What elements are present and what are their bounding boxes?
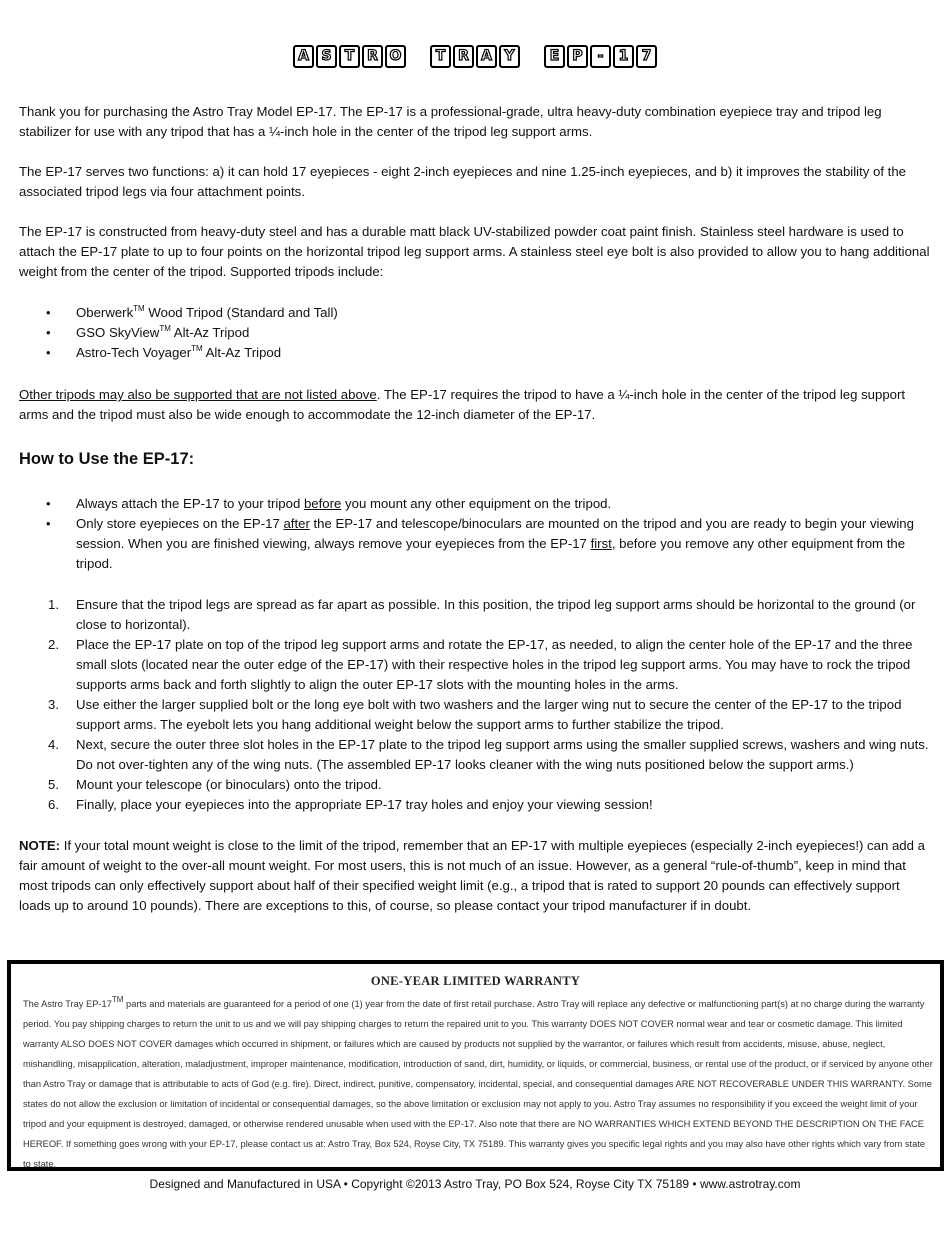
list-item: • Astro-Tech Voyager™ Alt-Az Tripod <box>19 343 931 363</box>
intro-paragraph-1 <box>19 102 931 142</box>
note-paragraph <box>19 836 931 916</box>
list-item: • Only store eyepieces on the EP-17 after the EP-17 and telescope/binoculars are mounted on the tripod and you are ready to begin your viewing session. When you are finished viewing, always remove your eyepieces from the EP-17 first, before you remove any other equipment from the tripod. <box>19 514 931 574</box>
list-item: 4. Next, secure the outer three slot holes in the EP-17 plate to the tripod leg support arms using the smaller supplied screws, washers and wing nuts. Do not over-tighten any of the wing nuts. (The assembled EP-17 looks cleaner with the wing nuts positioned below the support arms.) <box>48 737 929 772</box>
note-text: If your total mount weight is close to the limit of the tripod, remember that an EP-17 with multiple eyepieces (especially 2-inch eyepieces!) can add a fair amount of weight to the over-all mount weight. For most users, this is not much of an issue. However, as a general “rule-of-thumb”, keep in mind that most tripods can only effectively support about half of their specified weight limit (e.g., a tripod that is rated to support 20 pounds can effectively support loads up to around 10 pounds). There are exceptions to this, of course, so please contact your tripod manufacturer if in doubt. <box>19 838 925 913</box>
warranty-title: ONE-YEAR LIMITED WARRANTY <box>370 974 581 988</box>
supported-tripods-list <box>19 303 931 363</box>
other-tripods-paragraph <box>19 385 931 425</box>
list-item: 3. Use either the larger supplied bolt or the long eye bolt with two washers and the larger wing nut to secure the center of the EP-17 to the tripod support arms. The eyebolt lets you hang additional weight below the support arms to further stabilize the tripod. <box>48 697 902 732</box>
list-item: 2. Place the EP-17 plate on top of the tripod leg support arms and rotate the EP-17, as needed, to align the center hole of the EP-17 and the three small slots (located near the outer edge of the EP-17) with their respective holes in the tripod leg support arms. You may have to rock the tripod supports arms back and forth slightly to align the outer EP-17 slots with the mounting holes in the arms. <box>48 637 913 692</box>
warranty-box <box>7 960 944 1171</box>
list-item: • Always attach the EP-17 to your tripod before you mount any other equipment on the tripod. <box>19 494 931 514</box>
list-item: 1. Ensure that the tripod legs are spread as far apart as possible. In this position, the tripod leg support arms should be horizontal to the ground (or close to horizontal). <box>48 597 916 632</box>
warranty-text: The Astro Tray EP-17™ parts and materials are guaranteed for a period of one (1) year from the date of first retail purchase. Astro Tray will replace any defective or malfunctioning part(s) at no charge during the warranty period. You pay shipping charges to return the unit to us and we will pay shipping charges to return the repaired unit to you. This warranty DOES NOT COVER normal wear and tear or cosmetic damage. This limited warranty ALSO DOES NOT COVER damages which occurred in shipment, or failures which are caused by products not supplied by the warrantor, or failures which result from accidents, misuse, abuse, neglect, mishandling, misapplication, alteration, maladjustment, improper maintenance, modification, introduction of sand, dirt, humidity, or liquids, or commercial, business, or rental use of the product, or if serviced by anyone other than Astro Tray or damage that is attributable to acts of God (e.g. fire). Direct, indirect, punitive, compensatory, incidental, special, and consequential damages ARE NOT RECOVERABLE UNDER THIS WARRANTY. Some states do not allow the exclusion or limitation of incidental or consequential damages, so the above limitation or exclusion may not apply to you. Astro Tray assumes no responsibility if you exceed the weight limit of your tripod and your equipment is destroyed, damaged, or otherwise rendered unusable when used with the EP-17. Also note that there are NO WARRANTIES WHICH EXTEND BEYOND THE DESCRIPTION ON THE FACE HEREOF. If something goes wrong with your EP-17, please contact us at: Astro Tray, Box 524, Royse City, TX 75189. This warranty gives you specific legal rights and you may also have other rights which vary from state to state. <box>23 994 933 1169</box>
list-item: 5. Mount your telescope (or binoculars) onto the tripod. <box>48 777 382 792</box>
document-title <box>0 45 950 68</box>
title-word: E P - 1 7 <box>543 45 658 68</box>
list-item: • GSO SkyView™ Alt-Az Tripod <box>19 323 931 343</box>
how-to-heading: How to Use the EP-17: <box>19 450 195 468</box>
footer: Designed and Manufactured in USA • Copyright ©2013 Astro Tray, PO Box 524, Royse City TX 75189 • www.astrotray.com <box>149 1177 801 1191</box>
intro-paragraph-3 <box>19 222 931 282</box>
title-word: A S T R O <box>292 45 407 68</box>
note-label: NOTE: <box>19 838 61 853</box>
how-to-steps <box>19 595 931 815</box>
intro-text-2: The EP-17 serves two functions: a) it can hold 17 eyepieces - eight 2-inch eyepieces and nine 1.25-inch eyepieces, and b) it improves the stability of the associated tripod legs via four attachment points. <box>19 164 906 199</box>
list-item: • Oberwerk™ Wood Tripod (Standard and Tall) <box>19 303 931 323</box>
list-item: 6. Finally, place your eyepieces into the appropriate EP-17 tray holes and enjoy your viewing session! <box>48 797 653 812</box>
intro-paragraph-2 <box>19 162 931 202</box>
intro-text-3: The EP-17 is constructed from heavy-duty steel and has a durable matt black UV-stabilized powder coat paint finish. Stainless steel hardware is used to attach the EP-17 plate to up to four points on the horizontal tripod leg support arms. A stainless steel eye bolt is also provided to allow you to hang additional weight from the center of the tripod. Supported tripods include: <box>19 224 930 279</box>
title-word: T R A Y <box>429 45 521 68</box>
how-to-bullets <box>19 494 931 574</box>
other-tripods-text: . The EP-17 requires the tripod to have a ¼-inch hole in the center of the tripod leg support arms and the tripod must also be wide enough to accommodate the 12-inch diameter of the EP-17. <box>19 387 906 422</box>
other-tripods-underlined: Other tripods may also be supported that are not listed above <box>19 387 377 402</box>
intro-text-1: Thank you for purchasing the Astro Tray Model EP-17. The EP-17 is a professional-grade, ultra heavy-duty combination eyepiece tray and tripod leg stabilizer for use with any tripod that has a ¼-inch hole in the center of the tripod leg support arms. <box>19 104 882 139</box>
